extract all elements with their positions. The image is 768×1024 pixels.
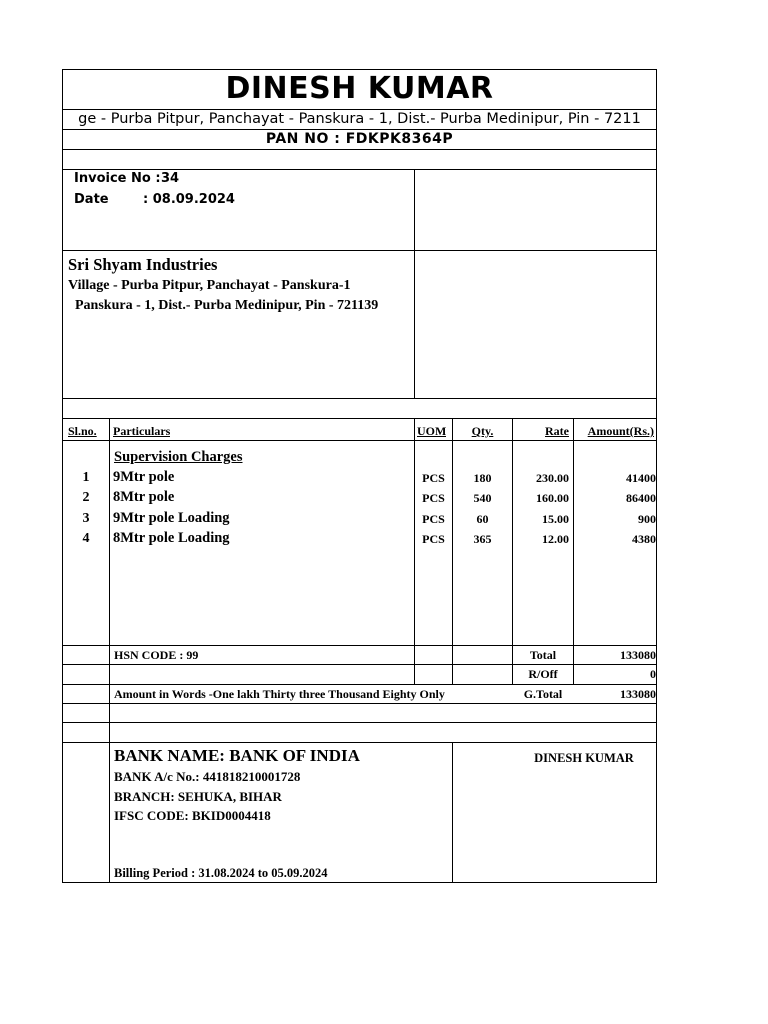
row-uom: PCS [422, 471, 445, 485]
row-qty: 60 [476, 512, 489, 526]
invoice-number-value: 34 [161, 171, 180, 186]
row-qty: 540 [473, 491, 492, 505]
invoice-number-label: Invoice No : [74, 171, 161, 186]
invoice-date-value: : 08.09.2024 [143, 192, 235, 207]
divider-invoice [414, 169, 415, 399]
row-slno: 1 [82, 470, 90, 485]
company-address: ge - Purba Pitpur, Panchayat - Panskura - 1, Dist.- Purba Medinipur, Pin - 7211 [78, 111, 641, 127]
rule-pan-bottom [62, 149, 657, 150]
row-rate: 160.00 [536, 491, 569, 505]
bank-account: BANK A/c No.: 441818210001728 [114, 769, 301, 784]
rule-words-bottom [62, 703, 657, 704]
col-divider-sl [109, 418, 110, 883]
buyer-address-line-2: Panskura - 1, Dist.- Purba Medinipur, Pin - 721139 [75, 298, 379, 313]
row-rate: 230.00 [536, 471, 569, 485]
hsn-code: HSN CODE : 99 [114, 648, 199, 662]
col-divider-rate [512, 418, 513, 685]
border-right [656, 69, 657, 883]
buyer-name: Sri Shyam Industries [68, 255, 218, 274]
col-divider-uom [414, 418, 415, 685]
col-divider-qty [452, 418, 453, 685]
rule-headers-bottom [62, 440, 657, 441]
row-rate: 15.00 [542, 512, 569, 526]
roff-label: R/Off [528, 667, 558, 681]
bank-name: BANK NAME: BANK OF INDIA [114, 746, 360, 765]
rule-buyer-top [62, 250, 657, 251]
row-qty: 180 [473, 471, 492, 485]
pan-number: PAN NO : FDKPK8364P [265, 131, 454, 147]
row-particular: 9Mtr pole Loading [113, 510, 230, 526]
rule-bank-top [62, 742, 657, 743]
row-qty: 365 [473, 532, 492, 546]
rule-buyer-bottom [62, 398, 657, 399]
roff-value: 0 [650, 667, 656, 681]
row-rate: 12.00 [542, 532, 569, 546]
amount-in-words: Amount in Words -One lakh Thirty three Thousand Eighty Only [114, 687, 445, 701]
bank-branch: BRANCH: SEHUKA, BIHAR [114, 789, 282, 804]
col-divider-amount [573, 418, 574, 685]
rule-hsn-bottom [62, 664, 657, 665]
header-qty: Qty. [471, 424, 494, 438]
row-slno: 4 [82, 531, 90, 546]
row-slno: 3 [82, 511, 90, 526]
header-amount: Amount(Rs.) [587, 424, 654, 438]
rule-invoice-top [62, 169, 657, 170]
row-particular: 8Mtr pole [113, 489, 175, 505]
company-name: DINESH KUMAR [225, 71, 494, 106]
header-uom: UOM [417, 424, 447, 438]
row-amount: 4380 [632, 532, 656, 546]
header-slno: Sl.no. [68, 424, 97, 438]
divider-bank [452, 742, 453, 883]
rule-table-top [62, 418, 657, 419]
total-value: 133080 [620, 648, 656, 662]
row-uom: PCS [422, 512, 445, 526]
row-uom: PCS [422, 491, 445, 505]
header-rate: Rate [545, 424, 569, 438]
row-slno: 2 [82, 490, 90, 505]
rule-roff-bottom [62, 684, 657, 685]
gtotal-label: G.Total [523, 687, 563, 701]
bank-ifsc: IFSC CODE: BKID0004418 [114, 808, 271, 823]
row-particular: 8Mtr pole Loading [113, 530, 230, 546]
row-amount: 41400 [626, 471, 656, 485]
buyer-address-line-1: Village - Purba Pitpur, Panchayat - Panskura-1 [68, 278, 351, 293]
gtotal-value: 133080 [620, 687, 656, 701]
rule-bottom [62, 882, 657, 883]
row-amount: 86400 [626, 491, 656, 505]
row-uom: PCS [422, 532, 445, 546]
billing-period: Billing Period : 31.08.2024 to 05.09.2024 [114, 866, 328, 880]
section-title: Supervision Charges [114, 449, 243, 465]
rule-items-bottom [62, 645, 657, 646]
row-particular: 9Mtr pole [113, 469, 175, 485]
signature-name: DINESH KUMAR [534, 751, 634, 765]
rule-blank-1 [62, 722, 657, 723]
total-label: Total [529, 648, 557, 662]
row-amount: 900 [638, 512, 656, 526]
header-particulars: Particulars [113, 424, 171, 438]
invoice-date-label: Date [74, 192, 109, 207]
